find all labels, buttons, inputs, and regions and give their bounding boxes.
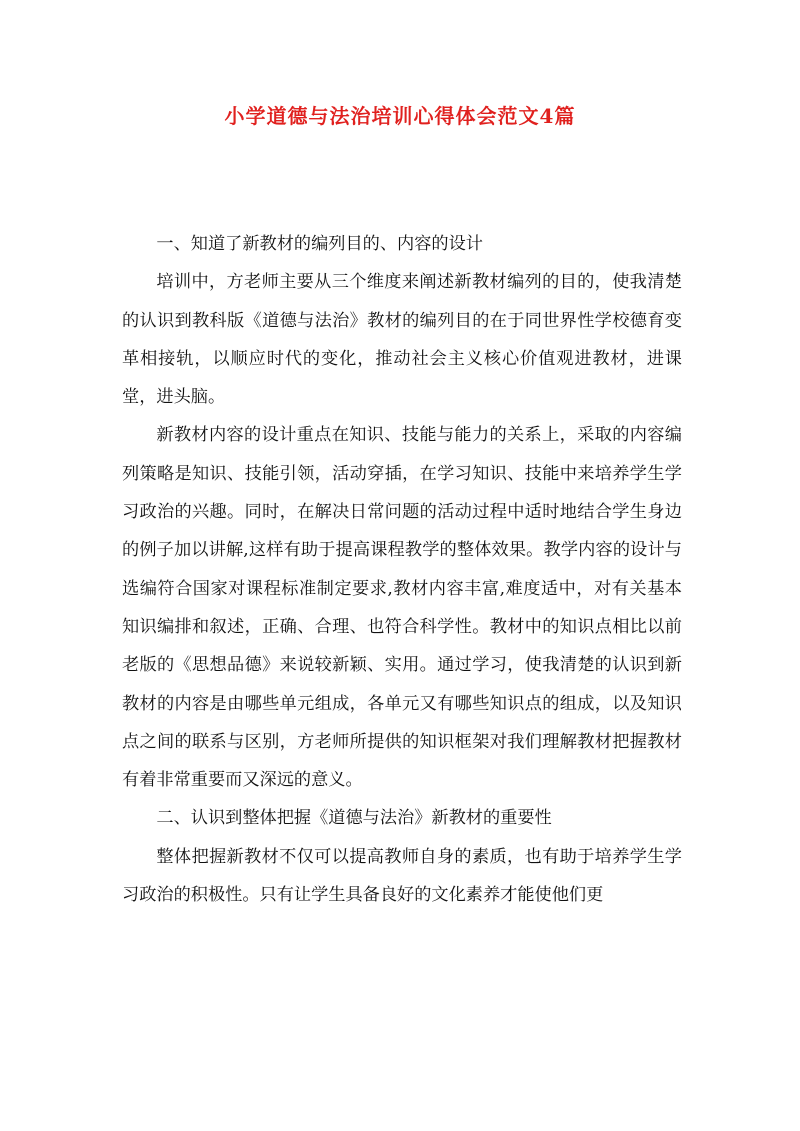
document-title: 小学道德与法治培训心得体会范文4篇 (224, 104, 576, 128)
paragraph-3: 整体把握新教材不仅可以提高教师自身的素质，也有助于培养学生学习政治的积极性。只有让学生具备良好的文化素养才能使他们更 (122, 846, 682, 906)
paragraph-1: 培训中，方老师主要从三个维度来阐述新教材编列的目的，使我清楚的认识到教科版《道德与法治》教材的编列目的在于同世界性学校德育变革相接轨，以顺应时代的变化，推动社会主义核心价值观进教材，进课堂，进头脑。 (122, 272, 682, 408)
document-body (122, 225, 682, 914)
section-heading-2: 二、认识到整体把握《道德与法治》新教材的重要性 (156, 808, 552, 829)
paragraph-2: 新教材内容的设计重点在知识、技能与能力的关系上，采取的内容编列策略是知识、技能引领，活动穿插，在学习知识、技能中来培养学生学习政治的兴趣。同时，在解决日常问题的活动过程中适时地结合学生身边的例子加以讲解,这样有助于提高课程教学的整体效果。教学内容的设计与选编符合国家对课程标准制定要求,教材内容丰富,难度适中，对有关基本知识编排和叙述，正确、合理、也符合科学性。教材中的知识点相比以前老版的《思想品德》来说较新颖、实用。通过学习，使我清楚的认识到新教材的内容是由哪些单元组成，各单元又有哪些知识点的组成，以及知识点之间的联系与区别，方老师所提供的知识框架对我们理解教材把握教材有着非常重要而又深远的意义。 (122, 425, 682, 791)
section-heading-1: 一、知道了新教材的编列目的、内容的设计 (156, 234, 483, 254)
